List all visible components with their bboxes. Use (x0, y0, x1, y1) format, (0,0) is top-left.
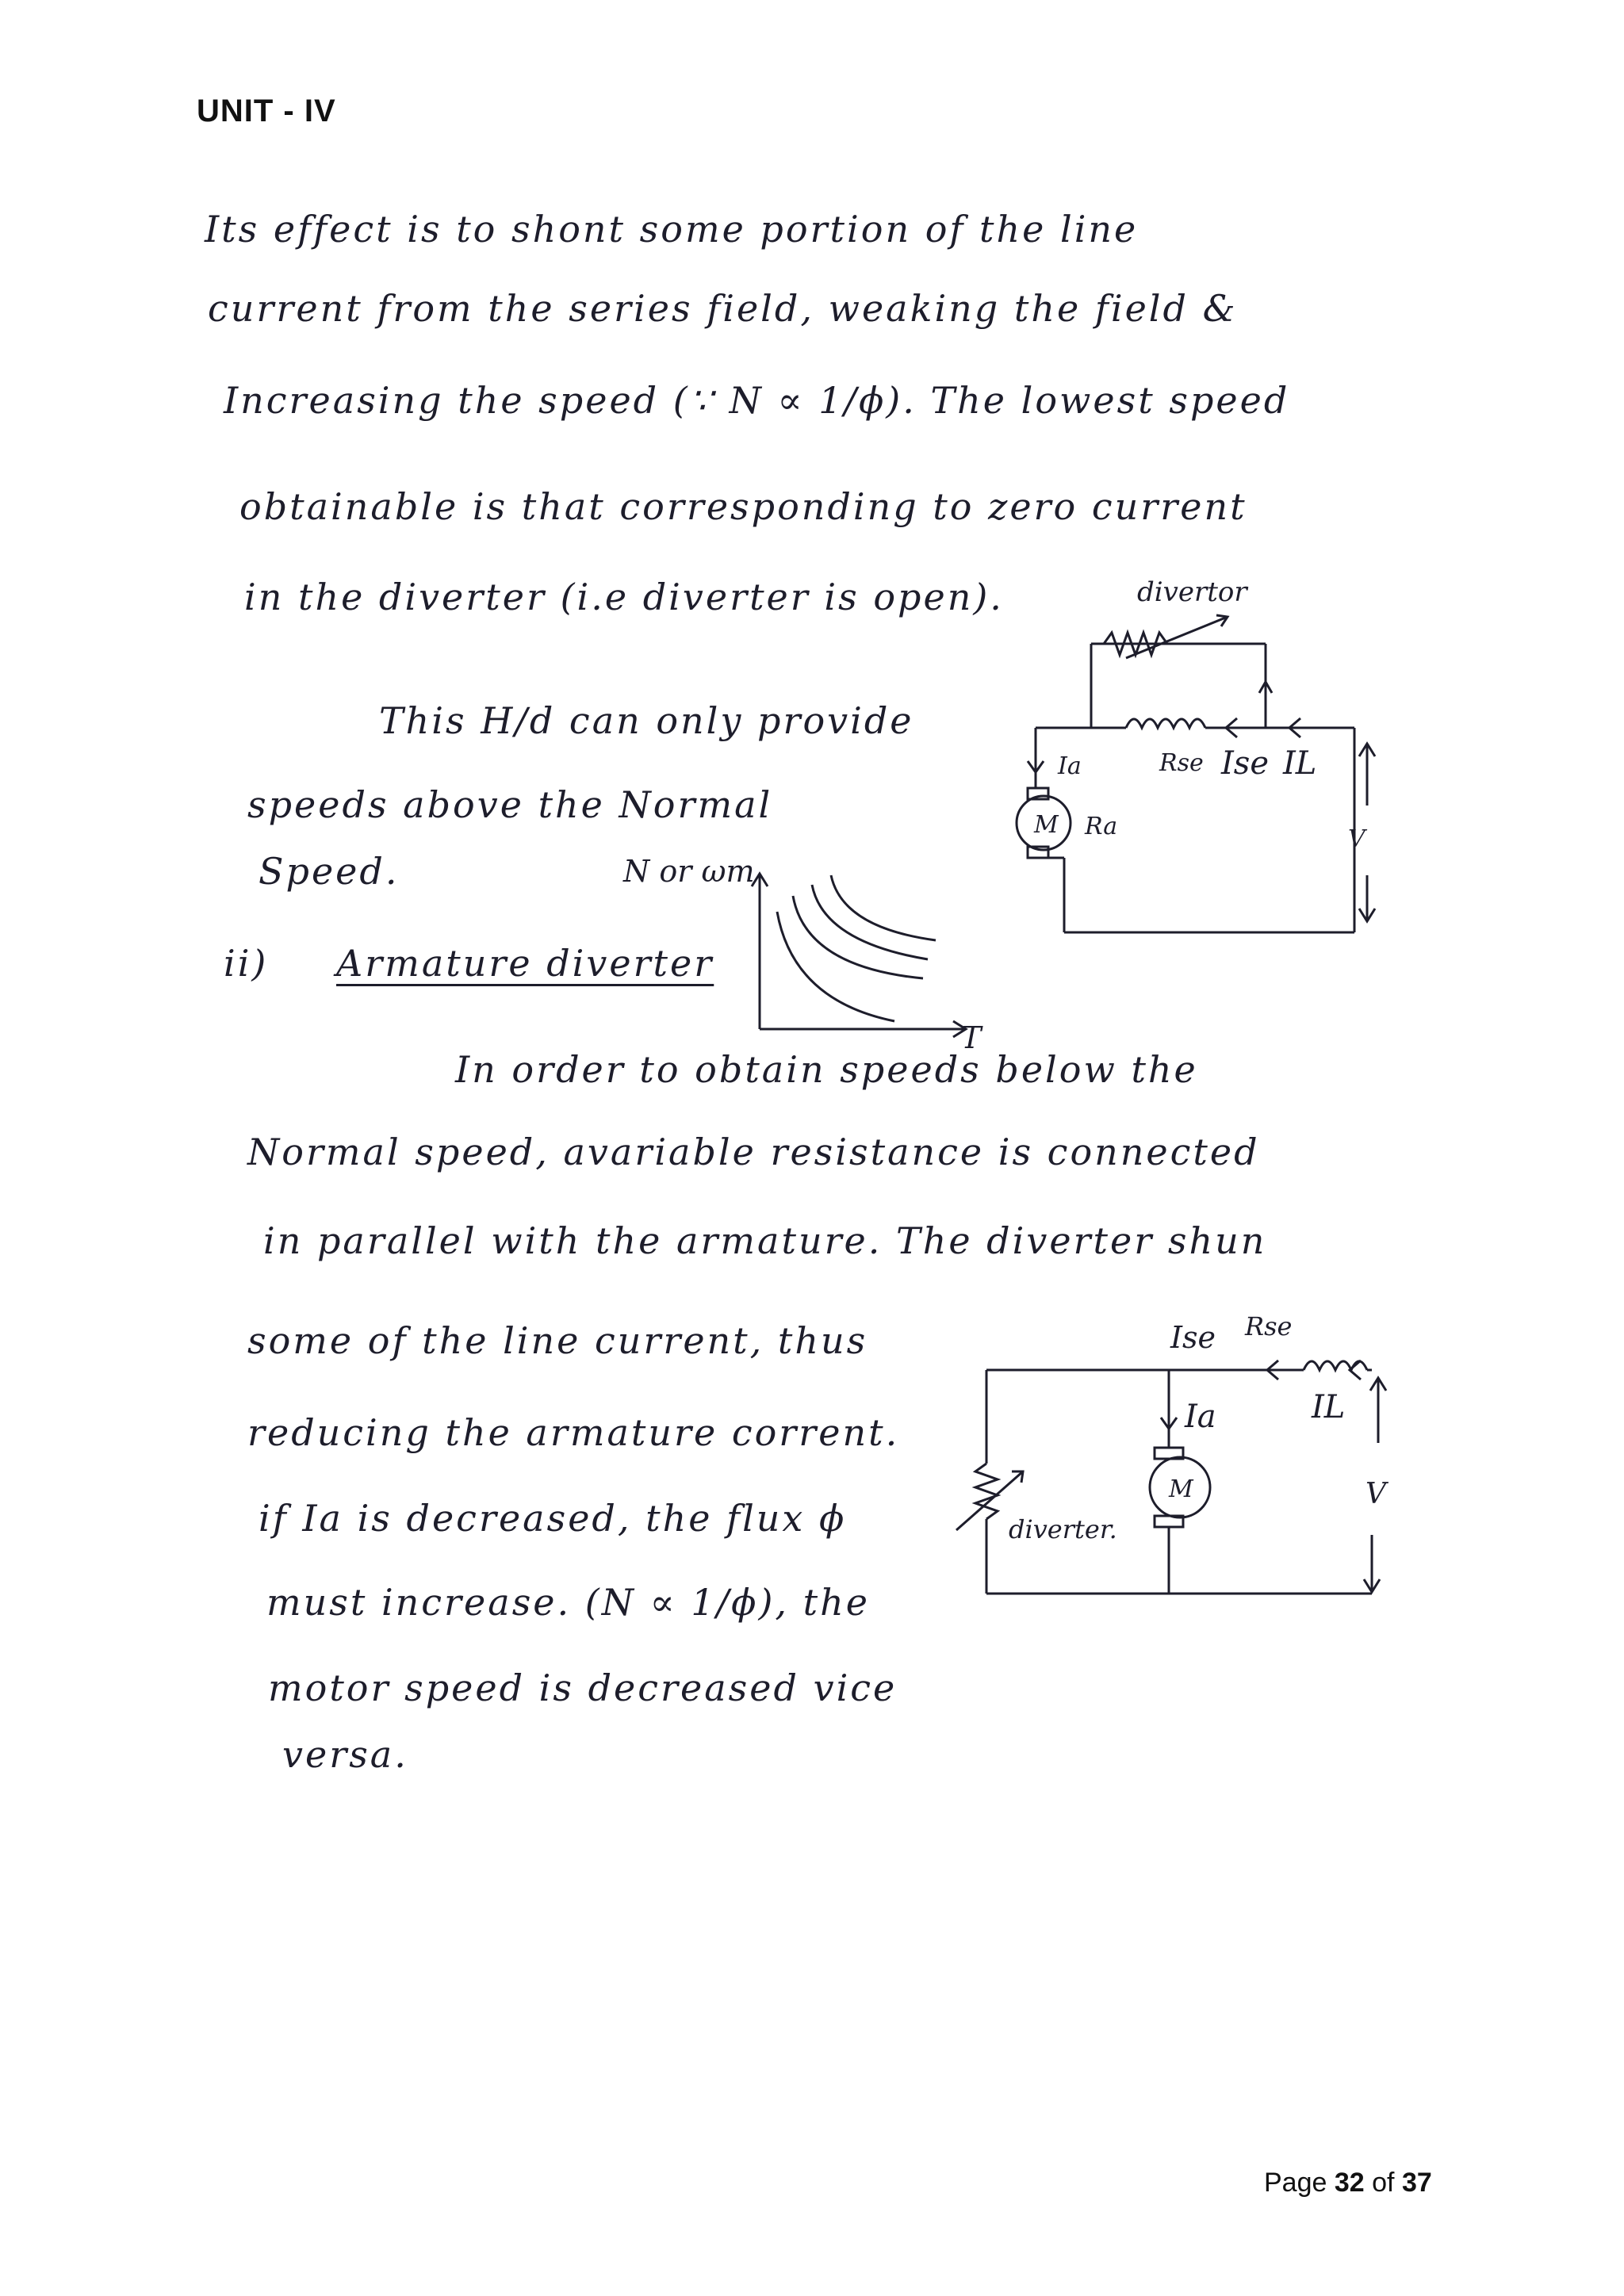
footer-page-number: 32 (1334, 2168, 1365, 2198)
text-line-11: In order to obtain speeds below the (455, 1048, 1198, 1091)
text-line-14: some of the line current, thus (247, 1319, 868, 1362)
footer-page-prefix: Page (1264, 2168, 1327, 2198)
v-label-1: V (1348, 825, 1365, 853)
rse-label-1: Rse (1159, 749, 1204, 777)
speed-torque-graph (752, 874, 966, 1037)
graph-curve-1 (777, 912, 894, 1021)
ise-label-1: Ise (1221, 745, 1269, 782)
text-line-7: speeds above the Normal (247, 783, 773, 826)
text-line-17: must increase. (N ∝ 1/ϕ), the (266, 1581, 870, 1624)
graph-y-label: N or ωm (623, 854, 755, 889)
text-line-19: versa. (282, 1733, 408, 1776)
text-line-12: Normal speed, avariable resistance is connected (247, 1131, 1260, 1173)
text-line-2: current from the series field, weaking the field & (208, 287, 1238, 330)
section-number: ii) (224, 942, 269, 985)
il-label-2: IL (1312, 1389, 1346, 1425)
unit-heading: UNIT - IV (197, 94, 336, 128)
text-line-5: in the diverter (i.e diverter is open). (244, 576, 1004, 618)
text-line-13: in parallel with the armature. The diverter shun (263, 1219, 1267, 1262)
v-label-2: V (1365, 1478, 1386, 1510)
text-line-15: reducing the armature corrent. (247, 1411, 900, 1454)
footer-page-total: 37 (1401, 2168, 1432, 2198)
footer-of: of (1372, 2168, 1395, 2198)
text-line-6: This H/d can only provide (379, 699, 914, 742)
il-label-1: IL (1283, 745, 1317, 782)
text-line-18: motor speed is decreased vice (268, 1667, 898, 1709)
ise-label-2: Ise (1170, 1320, 1216, 1355)
diverter-label-1: divertor (1137, 576, 1247, 608)
text-line-3: Increasing the speed (∵ N ∝ 1/ϕ). The lowest speed (224, 379, 1290, 422)
text-line-4: obtainable is that corresponding to zero current (239, 485, 1247, 528)
motor-label-1: M (1034, 811, 1059, 839)
text-line-16: if Ia is decreased, the flux ϕ (259, 1497, 847, 1540)
graph-curve-2 (793, 896, 923, 978)
ra-label-1: Ra (1085, 813, 1118, 840)
rse-label-2: Rse (1245, 1311, 1293, 1341)
graph-curve-4 (831, 875, 936, 940)
section-heading: Armature diverter (336, 942, 714, 985)
ia-label-2: Ia (1185, 1399, 1216, 1435)
motor-label-2: M (1169, 1475, 1193, 1503)
text-line-8: Speed. (259, 850, 400, 893)
series-field-coil (1126, 719, 1205, 728)
ia-label-1: Ia (1058, 752, 1082, 780)
diverter-label-2: diverter. (1009, 1514, 1117, 1544)
page-footer (1264, 2168, 1432, 2198)
text-line-1: Its effect is to shont some portion of the line (205, 208, 1139, 251)
graph-x-label: T (961, 1020, 982, 1055)
